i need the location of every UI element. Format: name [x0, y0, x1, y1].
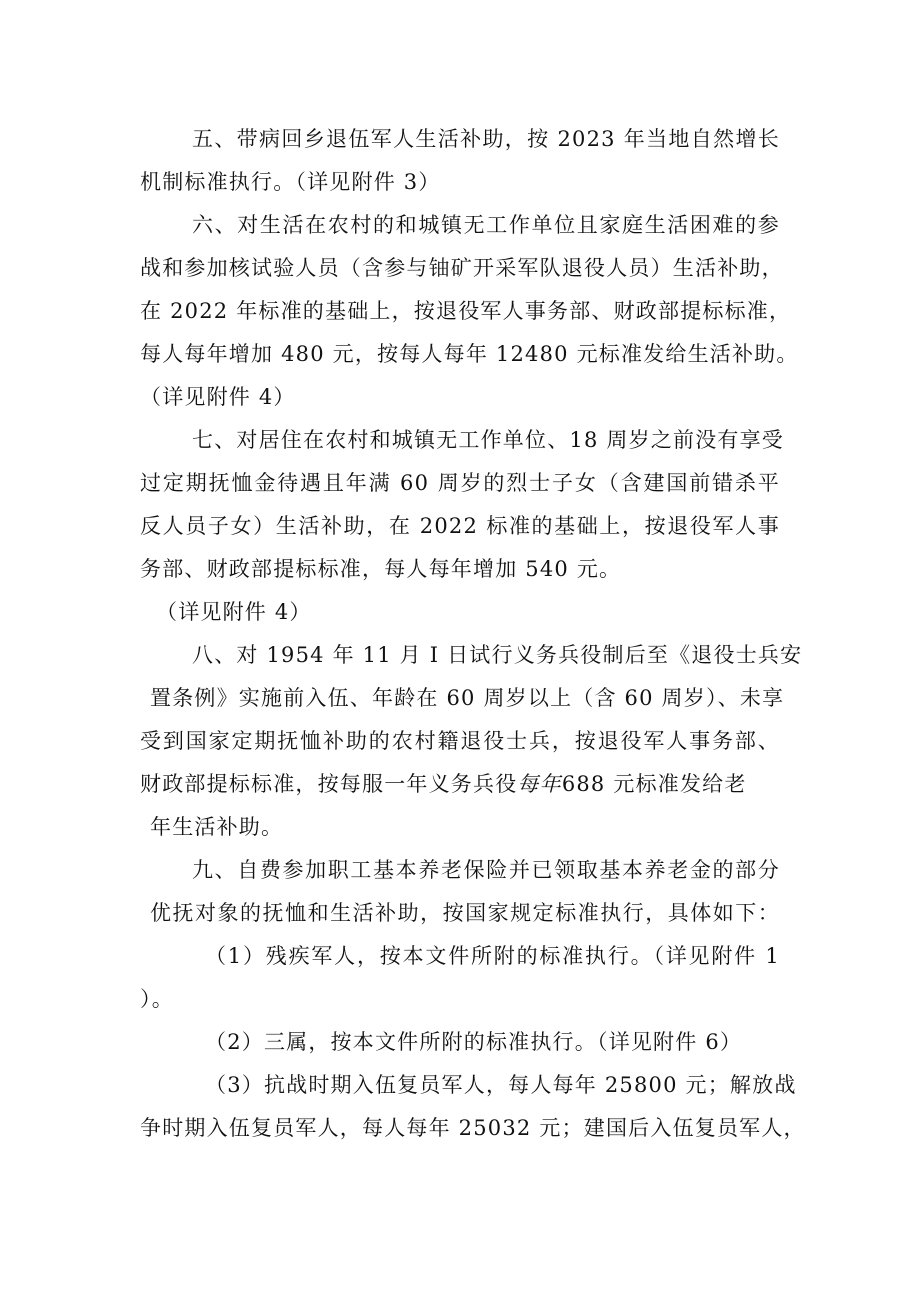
paragraph-8-line-2: 置条例》实施前入伍、年龄在 60 周岁以上（含 60 周岁）、未享	[150, 686, 785, 710]
paragraph-8-line-5: 年生活补助。	[150, 815, 284, 839]
item-3-line-1: （3）抗战时期入伍复员军人，每人每年 25800 元；解放战	[205, 1073, 797, 1097]
paragraph-7-line-4: 务部、财政部提标标准，每人每年增加 540 元。	[140, 557, 622, 581]
item-1-line-1: （1）残疾军人，按本文件所附的标准执行。（详见附件 1	[205, 944, 780, 968]
paragraph-8-line-4-text-a: 财政部提标标准，按每服一年义务兵役	[140, 772, 518, 796]
paragraph-8-line-1: 八、对 1954 年 11 月 I 日试行义务兵役制后至《退役士兵安	[192, 643, 803, 667]
paragraph-9-line-1: 九、自费参加职工基本养老保险并已领取基本养老金的部分	[192, 858, 780, 882]
paragraph-7-line-1: 七、对居住在农村和城镇无工作单位、18 周岁之前没有享受	[192, 428, 784, 452]
paragraph-7-line-2: 过定期抚恤金待遇且年满 60 周岁的烈士子女（含建国前错杀平	[140, 471, 780, 495]
paragraph-8-line-4	[140, 769, 747, 799]
item-1-line-2: ）。	[140, 987, 174, 1011]
paragraph-6-line-3: 在 2022 年标准的基础上，按退役军人事务部、财政部提标标准，	[140, 299, 792, 323]
paragraph-5-line-2: 机制标准执行。（详见附件 3）	[140, 170, 441, 194]
paragraph-6-line-1: 六、对生活在农村的和城镇无工作单位且家庭生活困难的参	[192, 213, 780, 237]
paragraph-5-line-1: 五、带病回乡退伍军人生活补助，按 2023 年当地自然增长	[192, 127, 780, 151]
paragraph-6-line-5: （详见附件 4）	[140, 385, 296, 409]
paragraph-8-line-4-text-b: 688 元标准发给老	[561, 772, 747, 796]
paragraph-8-line-4-italic: 每年	[517, 772, 562, 796]
paragraph-7-line-3: 反人员子女）生活补助，在 2022 标准的基础上，按退役军人事	[140, 514, 780, 538]
paragraph-9-line-2: 优抚对象的抚恤和生活补助，按国家规定标准执行，具体如下：	[150, 901, 780, 925]
paragraph-7-line-5: （详见附件 4）	[156, 600, 312, 624]
item-3-line-2: 争时期入伍复员军人，每人每年 25032 元；建国后入伍复员军人，	[140, 1116, 806, 1140]
item-2-line-1: （2）三属，按本文件所附的标准执行。（详见附件 6）	[205, 1030, 743, 1054]
paragraph-6-line-4: 每人每年增加 480 元，按每人每年 12480 元标准发给生活补助。	[140, 342, 799, 366]
paragraph-8-line-3: 受到国家定期抚恤补助的农村籍退役士兵，按退役军人事务部、	[140, 729, 780, 753]
paragraph-6-line-2: 战和参加核试验人员（含参与铀矿开采军队退役人员）生活补助，	[140, 256, 784, 280]
